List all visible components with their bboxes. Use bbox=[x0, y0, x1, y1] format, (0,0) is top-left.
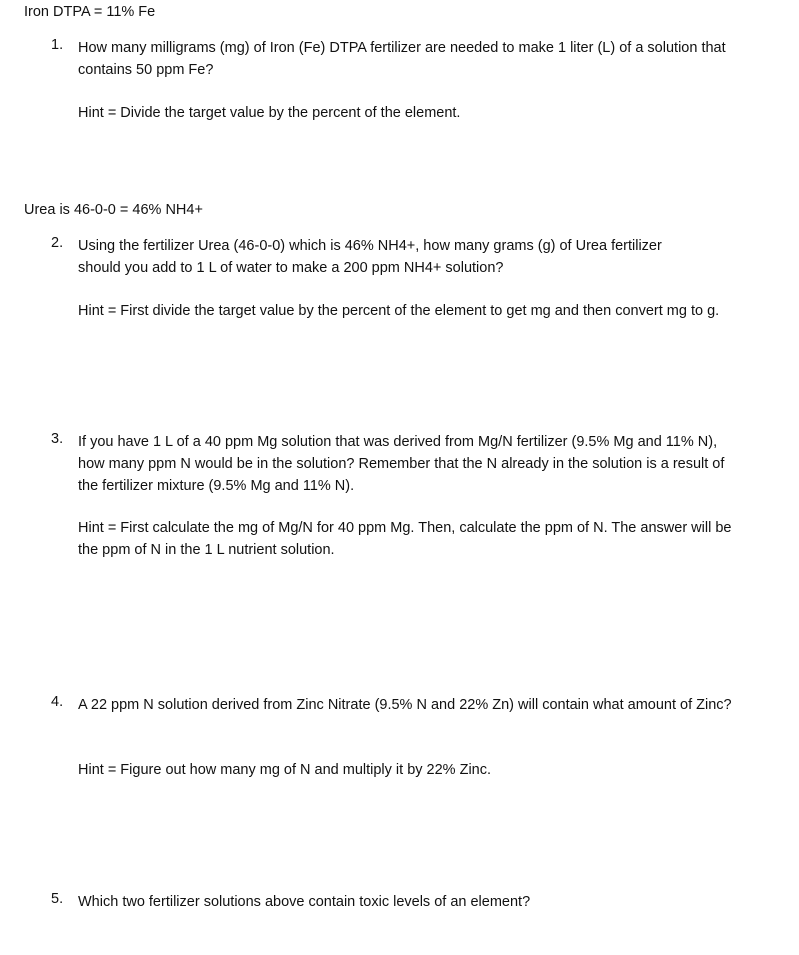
question-number: 5. bbox=[51, 891, 64, 907]
question-number: 4. bbox=[51, 694, 64, 710]
section-heading-urea: Urea is 46-0-0 = 46% NH4+ bbox=[24, 202, 203, 218]
question-text: A 22 ppm N solution derived from Zinc Nitrate (9.5% N and 22% Zn) will contain what amount of Zinc? bbox=[78, 697, 732, 713]
question-text: How many milligrams (mg) of Iron (Fe) DTPA fertilizer are needed to make 1 liter (L) of a solution that contains 50 ppm Fe? bbox=[78, 40, 726, 78]
question-hint: Hint = Figure out how many mg of N and multiply it by 22% Zinc. bbox=[78, 762, 492, 778]
question-text: Using the fertilizer Urea (46-0-0) which is 46% NH4+, how many grams (g) of Urea fertilizer should you add to 1 L of water to make a 200 ppm NH4+ solution? bbox=[78, 238, 662, 276]
section-heading-iron: Iron DTPA = 11% Fe bbox=[24, 4, 156, 20]
question-number: 1. bbox=[51, 37, 64, 53]
question-hint: Hint = Divide the target value by the percent of the element. bbox=[78, 105, 461, 121]
question-text: Which two fertilizer solutions above contain toxic levels of an element? bbox=[78, 894, 531, 910]
question-text: If you have 1 L of a 40 ppm Mg solution that was derived from Mg/N fertilizer (9.5% Mg and 11% N), how many ppm N would be in the solution? Remember that the N already in the solution is a result of the fertilizer mixture (9.5% Mg and 11% N). bbox=[78, 434, 725, 494]
question-hint: Hint = First calculate the mg of Mg/N for 40 ppm Mg. Then, calculate the ppm of N. The answer will be the ppm of N in the 1 L nutrient solution. bbox=[78, 520, 732, 558]
question-hint: Hint = First divide the target value by the percent of the element to get mg and then convert mg to g. bbox=[78, 303, 720, 319]
question-number: 3. bbox=[51, 431, 64, 447]
question-number: 2. bbox=[51, 235, 64, 251]
